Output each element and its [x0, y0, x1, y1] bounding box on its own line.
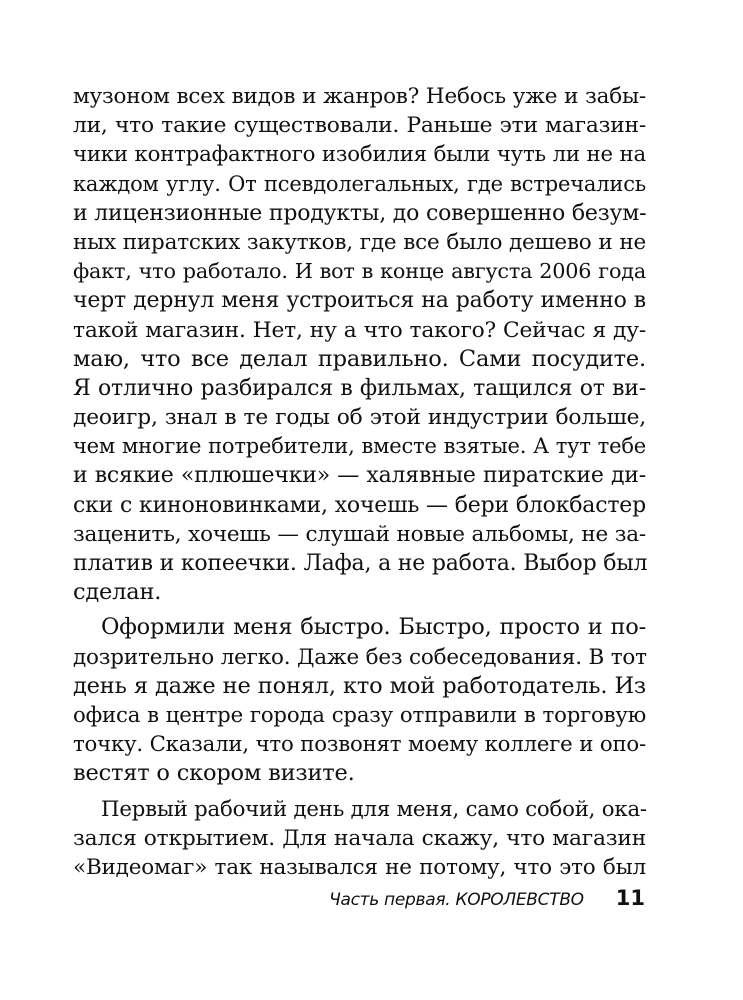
text-line: маю, что все делал правильно. Сами посудите.: [73, 345, 646, 372]
running-title: Часть первая. КОРОЛЕВСТВО: [329, 890, 584, 910]
text-line: Я отлично разбирался в фильмах, тащился от ви-: [73, 375, 646, 401]
text-line: заценить, хочешь — слушай новые альбомы, не за-: [73, 521, 646, 547]
text-line: каждом углу. От псевдолегальных, где встречались: [73, 171, 646, 196]
text-line: платив и копеечки. Лафа, а не работа. Выбор был: [73, 551, 648, 576]
text-line: «Видеомаг» так назывался не потому, что это был: [73, 854, 646, 880]
text-line: ных пиратских закутков, где все было дешево и не: [73, 229, 646, 255]
page-footer: [300, 886, 645, 918]
text-line: чем многие потребители, вместе взятые. А тут тебе: [73, 434, 646, 459]
text-line: чики контрафактного изобилия были чуть ли не на: [73, 142, 646, 168]
text-line: деоигр, знал в те годы об этой индустрии больше,: [73, 405, 646, 431]
text-line: день я даже не понял, кто мой работодатель. Из: [73, 672, 646, 699]
text-line: черт дернул меня устроиться на работу именно в: [73, 288, 646, 314]
text-line: зался открытием. Для начала скажу, что магазин: [73, 825, 646, 851]
text-line: ли, что такие существовали. Раньше эти магазин-: [73, 113, 646, 139]
text-line: и всякие «плюшечки» — халявные пиратские ди-: [73, 463, 646, 489]
page-number: 11: [615, 886, 645, 910]
text-line: дозрительно легко. Даже без собеседования. В тот: [73, 644, 647, 670]
text-line: офиса в центре города сразу отправили в торговую: [73, 702, 646, 728]
text-line: факт, что работало. И вот в конце августа 2006 года: [73, 259, 646, 284]
text-line: и лицензионные продукты, до совершенно безум-: [73, 200, 647, 226]
text-line: ски с киноновинками, хочешь — бери блокбастер: [73, 492, 646, 518]
body-text: [73, 82, 646, 882]
text-line: точку. Сказали, что позвонят моему коллеге и опо-: [73, 732, 646, 758]
text-line: сделан.: [73, 579, 162, 606]
text-line: Оформили меня быстро. Быстро, просто и по-: [101, 614, 646, 641]
text-line: музоном всех видов и жанров? Небось уже и забы-: [73, 84, 646, 109]
text-line: вестят о скором визите.: [73, 760, 355, 787]
text-line: Первый рабочий день для меня, само собой, ока-: [101, 796, 647, 822]
text-line: такой магазин. Нет, ну а что такого? Сейчас я ду-: [73, 317, 646, 343]
